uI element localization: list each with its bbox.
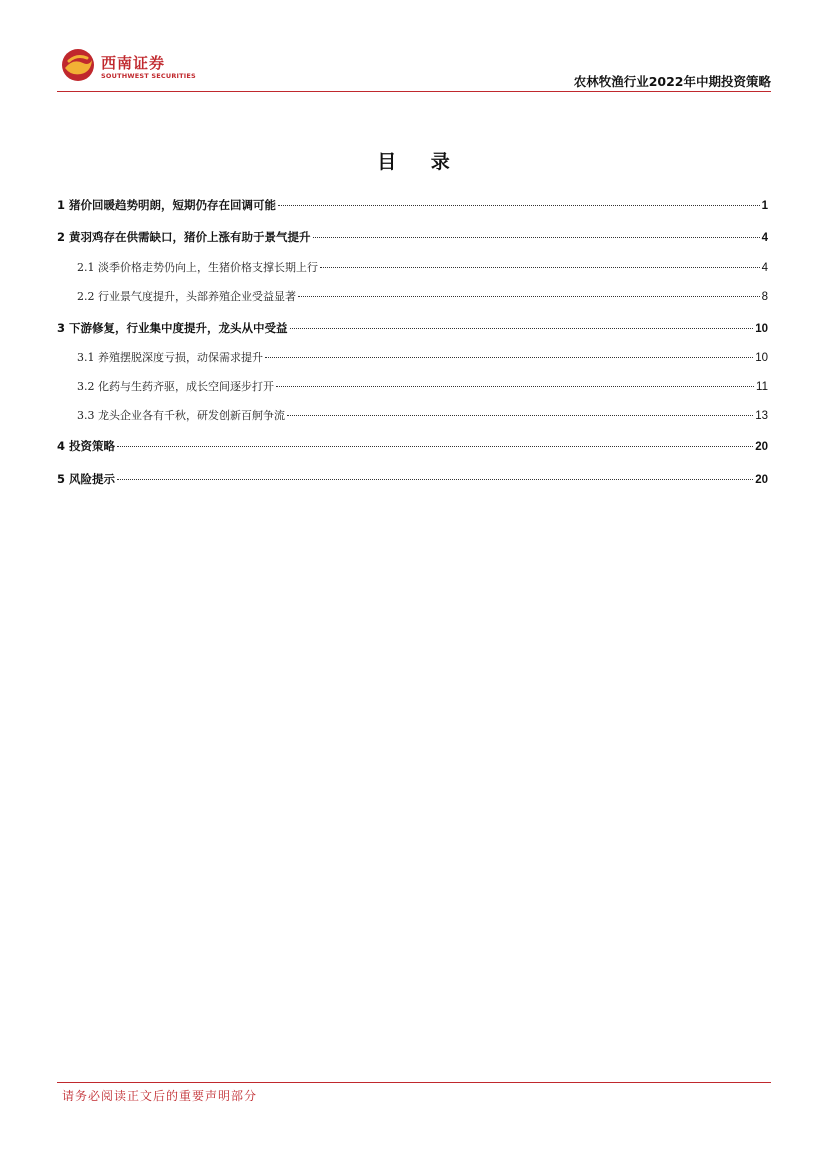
toc-entry-page-number: 20	[755, 474, 768, 486]
toc-entry[interactable]	[77, 288, 768, 306]
toc-entry-label: 3.2 化药与生药齐驱，成长空间逐步打开	[77, 380, 274, 393]
toc-entry[interactable]	[77, 349, 768, 367]
toc-entry[interactable]	[77, 259, 768, 277]
toc-entry[interactable]	[77, 378, 768, 396]
toc-dot-leader	[117, 445, 753, 447]
toc-dot-leader	[276, 385, 754, 387]
page-header	[57, 46, 771, 92]
toc-entry-page-number: 11	[756, 381, 768, 393]
toc-entry-page-number: 4	[761, 232, 768, 244]
toc-dot-leader	[287, 414, 753, 416]
toc-dot-leader	[117, 478, 753, 480]
toc-entry-page-number: 20	[755, 441, 768, 453]
toc-entry-label: 2.2 行业景气度提升，头部养殖企业受益显著	[77, 290, 296, 303]
toc-entry[interactable]	[57, 229, 768, 247]
toc-entry-page-number: 8	[761, 291, 768, 303]
toc-entry[interactable]	[57, 471, 768, 489]
toc-entry[interactable]	[57, 197, 768, 215]
footer-notice: 请务必阅读正文后的重要声明部分	[62, 1089, 258, 1103]
footer-divider	[57, 1082, 771, 1083]
toc-entry-page-number: 4	[761, 262, 768, 274]
toc-dot-leader	[290, 327, 754, 329]
toc-entry-label: 3 下游修复，行业集中度提升，龙头从中受益	[57, 321, 288, 335]
report-title: 农林牧渔行业2022年中期投资策略	[573, 74, 771, 89]
toc-dot-leader	[320, 266, 760, 268]
logo-chinese-name: 西南证券	[101, 54, 166, 72]
toc-dot-leader	[265, 356, 753, 358]
toc-heading: 目 录	[377, 151, 464, 173]
toc-entry[interactable]	[57, 320, 768, 338]
toc-entry-page-number: 10	[755, 352, 768, 364]
toc-entry-label: 2.1 淡季价格走势仍向上，生猪价格支撑长期上行	[77, 261, 318, 274]
toc-entry-page-number: 13	[755, 410, 768, 422]
logo-english-name: SOUTHWEST SECURITIES	[101, 72, 196, 80]
toc-entry-page-number: 1	[761, 200, 768, 212]
header-divider	[57, 91, 771, 92]
toc-entry-label: 2 黄羽鸡存在供需缺口，猪价上涨有助于景气提升	[57, 230, 311, 244]
toc-entry-page-number: 10	[755, 323, 768, 335]
toc-dot-leader	[298, 295, 760, 297]
toc-dot-leader	[313, 236, 760, 238]
logo-emblem-icon	[61, 48, 95, 82]
toc-entry[interactable]	[57, 438, 768, 456]
southwest-securities-logo	[61, 48, 201, 88]
toc-entry-label: 4 投资策略	[57, 439, 116, 453]
toc-entry[interactable]	[77, 407, 768, 425]
toc-entry-label: 3.3 龙头企业各有千秋，研发创新百舸争流	[77, 409, 285, 422]
toc-entry-label: 5 风险提示	[57, 472, 116, 486]
toc-entry-label: 1 猪价回暖趋势明朗，短期仍存在回调可能	[57, 198, 277, 212]
toc-dot-leader	[278, 204, 760, 206]
toc-entry-label: 3.1 养殖摆脱深度亏损，动保需求提升	[77, 351, 263, 364]
